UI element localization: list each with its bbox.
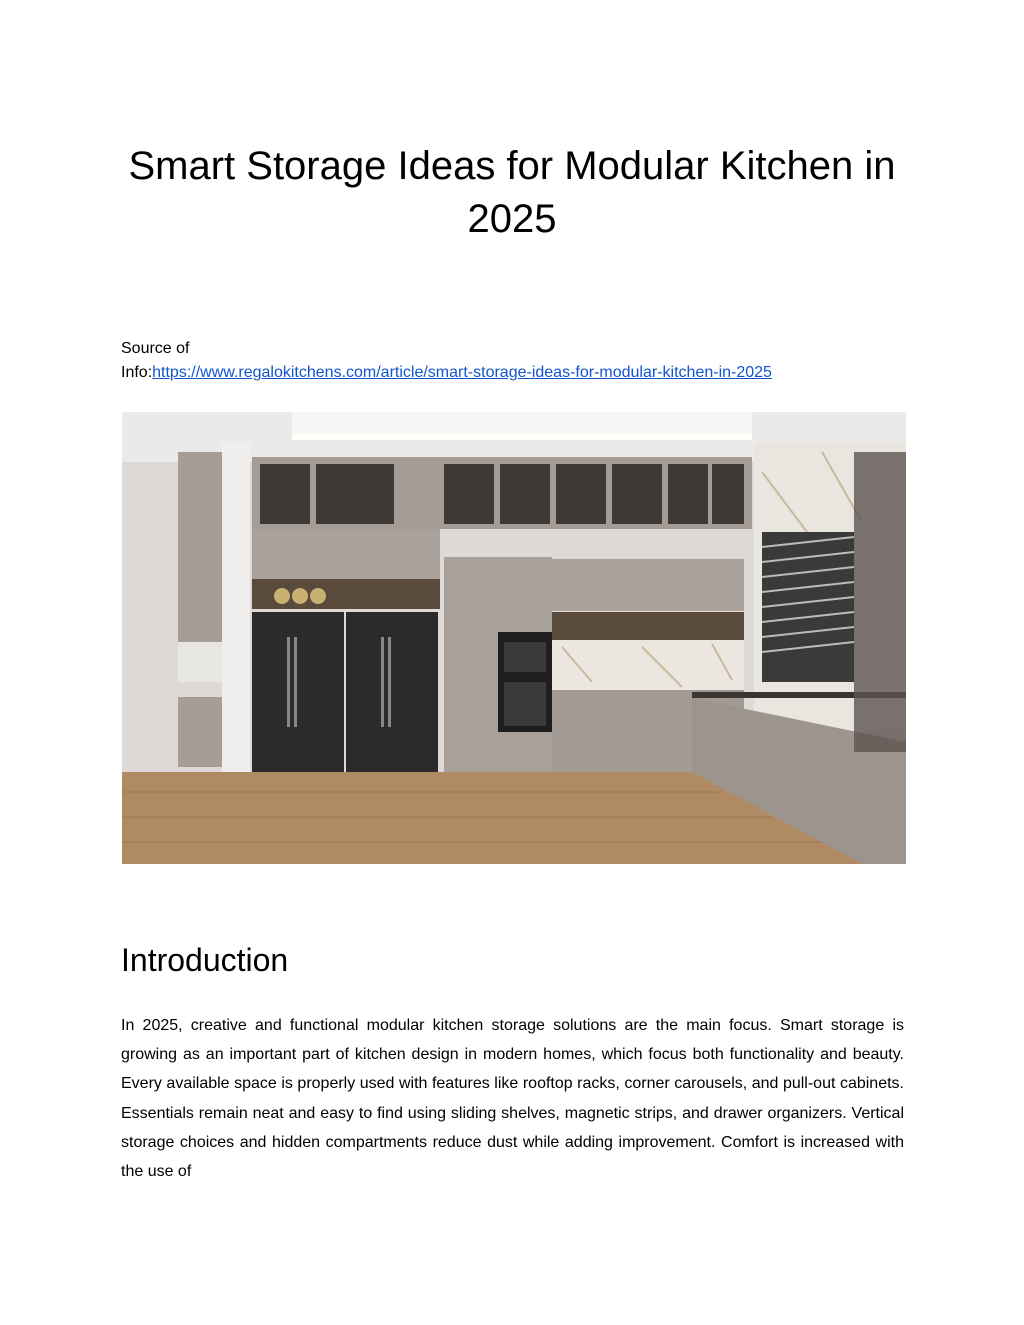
page-title: Smart Storage Ideas for Modular Kitchen in 2025 bbox=[128, 144, 896, 241]
kitchen-photo bbox=[122, 412, 906, 864]
source-label: Source of bbox=[121, 340, 190, 357]
source-link[interactable]: https://www.regalokitchens.com/article/smart-storage-ideas-for-modular-kitchen-in-2025 bbox=[152, 364, 772, 381]
source-label-info: Info: bbox=[121, 364, 153, 381]
source-info bbox=[121, 337, 772, 385]
section-heading: Introduction bbox=[121, 942, 289, 978]
intro-paragraph: In 2025, creative and functional modular kitchen storage solutions are the main focus. Smart storage is growing as an important part of kitchen design in modern homes, which focus both functionality and beauty. Every available space is properly used with features like rooftop racks, corner carousels, and pull-out cabinets. Essentials remain neat and easy to find using sliding shelves, magnetic strips, and drawer organizers. Vertical storage choices and hidden compartments reduce dust while adding improvement. Comfort is increased with the use of bbox=[121, 1017, 904, 1181]
